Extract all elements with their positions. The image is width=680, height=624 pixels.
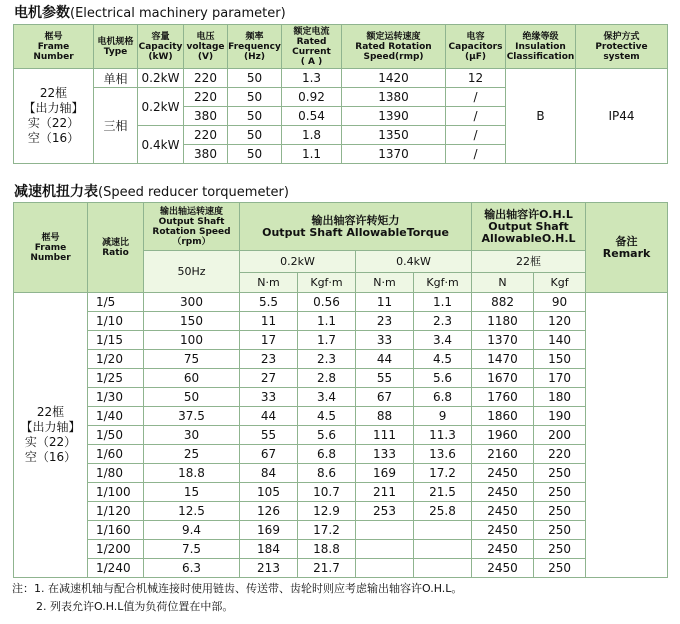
capacitor: / <box>446 107 506 126</box>
reducer-row <box>14 350 668 369</box>
reducer-row <box>14 502 668 521</box>
rated-speed: 1370 <box>342 145 446 164</box>
unit-nm-04: N·m <box>356 273 414 293</box>
torque-02-kgfm: 17.2 <box>298 521 356 540</box>
ratio: 1/20 <box>88 350 144 369</box>
electrical-header-2: 容量 Capacity (kW) <box>138 25 184 69</box>
ohl-kgf: 250 <box>534 483 586 502</box>
notes <box>12 580 462 616</box>
torque-04-kgfm: 5.6 <box>414 369 472 388</box>
rated-current: 0.54 <box>282 107 342 126</box>
voltage: 220 <box>184 126 228 145</box>
torque-04-kgfm: 17.2 <box>414 464 472 483</box>
ohl-kgf: 250 <box>534 559 586 578</box>
frequency: 50 <box>228 126 282 145</box>
reducer-row <box>14 293 668 312</box>
frame-label: 22框 【出力轴】 实（22） 空（16） <box>14 293 88 578</box>
reducer-row <box>14 521 668 540</box>
speed: 150 <box>144 312 240 331</box>
torque-02-kgfm: 5.6 <box>298 426 356 445</box>
reducer-header-ohl: 输出轴容许O.H.L Output Shaft AllowableO.H.L <box>472 203 586 251</box>
ohl-n: 2450 <box>472 483 534 502</box>
ohl-kgf: 90 <box>534 293 586 312</box>
unit-n: N <box>472 273 534 293</box>
reducer-header-row-1 <box>14 203 668 251</box>
rated-speed: 1420 <box>342 69 446 88</box>
rated-speed: 1350 <box>342 126 446 145</box>
reducer-header-speed: 输出轴运转速度 Output Shaft Rotation Speed （rpm） <box>144 203 240 251</box>
torque-02-nm: 84 <box>240 464 298 483</box>
ratio: 1/100 <box>88 483 144 502</box>
torque-04-kgfm <box>414 521 472 540</box>
reducer-header-04kw: 0.4kW <box>356 251 472 273</box>
torque-02-nm: 105 <box>240 483 298 502</box>
reducer-header-remark: 备注 Remark <box>586 203 668 293</box>
reducer-title-cn: 减速机扭力表 <box>14 184 98 200</box>
frequency: 50 <box>228 145 282 164</box>
ratio: 1/15 <box>88 331 144 350</box>
ratio: 1/80 <box>88 464 144 483</box>
ratio: 1/60 <box>88 445 144 464</box>
torque-04-nm: 133 <box>356 445 414 464</box>
speed: 30 <box>144 426 240 445</box>
torque-04-nm: 23 <box>356 312 414 331</box>
torque-02-nm: 67 <box>240 445 298 464</box>
ohl-kgf: 190 <box>534 407 586 426</box>
insulation-class: B <box>506 69 576 164</box>
voltage: 220 <box>184 88 228 107</box>
rated-speed: 1390 <box>342 107 446 126</box>
reducer-row <box>14 540 668 559</box>
speed: 12.5 <box>144 502 240 521</box>
reducer-header-50hz: 50Hz <box>144 251 240 293</box>
speed: 7.5 <box>144 540 240 559</box>
rated-speed: 1380 <box>342 88 446 107</box>
ohl-n: 2450 <box>472 559 534 578</box>
speed: 300 <box>144 293 240 312</box>
reducer-row <box>14 312 668 331</box>
capacity: 0.2kW <box>138 69 184 88</box>
torque-02-kgfm: 18.8 <box>298 540 356 559</box>
speed: 18.8 <box>144 464 240 483</box>
torque-04-nm: 33 <box>356 331 414 350</box>
torque-02-nm: 33 <box>240 388 298 407</box>
torque-04-nm: 211 <box>356 483 414 502</box>
electrical-title-en: (Electrical machinery parameter) <box>70 6 286 21</box>
capacity: 0.2kW <box>138 88 184 126</box>
ratio: 1/10 <box>88 312 144 331</box>
electrical-header-8: 绝缘等级 Insulation Classification <box>506 25 576 69</box>
torque-02-kgfm: 10.7 <box>298 483 356 502</box>
torque-02-kgfm: 2.8 <box>298 369 356 388</box>
torque-04-nm: 88 <box>356 407 414 426</box>
ohl-kgf: 170 <box>534 369 586 388</box>
reducer-row <box>14 426 668 445</box>
torque-04-nm: 44 <box>356 350 414 369</box>
frequency: 50 <box>228 69 282 88</box>
reducer-header-frame: 框号 Frame Number <box>14 203 88 293</box>
torque-04-nm: 169 <box>356 464 414 483</box>
speed: 60 <box>144 369 240 388</box>
torque-02-nm: 27 <box>240 369 298 388</box>
ratio: 1/120 <box>88 502 144 521</box>
ohl-n: 2450 <box>472 464 534 483</box>
electrical-title-cn: 电机参数 <box>14 5 70 21</box>
torque-04-kgfm: 2.3 <box>414 312 472 331</box>
electrical-header-7: 电容 Capacitors (μF) <box>446 25 506 69</box>
torque-04-kgfm: 11.3 <box>414 426 472 445</box>
speed: 37.5 <box>144 407 240 426</box>
torque-02-nm: 44 <box>240 407 298 426</box>
torque-02-kgfm: 8.6 <box>298 464 356 483</box>
torque-04-nm <box>356 540 414 559</box>
electrical-parameter-table <box>13 24 668 164</box>
note-1: 注：1. 在减速机轴与配合机械连接时使用链齿、传送带、齿轮时则应考虑输出轴容许O.H.L。 <box>12 582 463 595</box>
ohl-n: 1370 <box>472 331 534 350</box>
electrical-header-row <box>14 25 668 69</box>
rated-current: 1.3 <box>282 69 342 88</box>
ohl-n: 882 <box>472 293 534 312</box>
ohl-kgf: 140 <box>534 331 586 350</box>
speed: 50 <box>144 388 240 407</box>
torque-02-nm: 5.5 <box>240 293 298 312</box>
torque-02-nm: 11 <box>240 312 298 331</box>
torque-02-nm: 169 <box>240 521 298 540</box>
type-three: 三相 <box>94 88 138 164</box>
torque-02-nm: 55 <box>240 426 298 445</box>
rated-current: 1.8 <box>282 126 342 145</box>
ratio: 1/5 <box>88 293 144 312</box>
reducer-row <box>14 388 668 407</box>
ohl-kgf: 180 <box>534 388 586 407</box>
voltage: 220 <box>184 69 228 88</box>
speed: 15 <box>144 483 240 502</box>
protection-system: IP44 <box>576 69 668 164</box>
electrical-header-0: 框号 Frame Number <box>14 25 94 69</box>
torque-02-kgfm: 4.5 <box>298 407 356 426</box>
capacitor: / <box>446 126 506 145</box>
ratio: 1/40 <box>88 407 144 426</box>
torque-02-kgfm: 3.4 <box>298 388 356 407</box>
electrical-row <box>14 69 668 88</box>
torque-04-kgfm: 3.4 <box>414 331 472 350</box>
torque-02-nm: 17 <box>240 331 298 350</box>
ratio: 1/200 <box>88 540 144 559</box>
reducer-title-en: (Speed reducer torquemeter) <box>98 185 289 200</box>
capacitor: / <box>446 88 506 107</box>
torque-04-nm: 55 <box>356 369 414 388</box>
electrical-section-title <box>14 2 286 22</box>
torque-04-kgfm: 4.5 <box>414 350 472 369</box>
ohl-kgf: 220 <box>534 445 586 464</box>
type-single: 单相 <box>94 69 138 88</box>
torque-04-nm: 11 <box>356 293 414 312</box>
ohl-n: 2450 <box>472 540 534 559</box>
ohl-n: 1670 <box>472 369 534 388</box>
electrical-header-9: 保护方式 Protective system <box>576 25 668 69</box>
ohl-kgf: 150 <box>534 350 586 369</box>
reducer-row <box>14 464 668 483</box>
capacitor: / <box>446 145 506 164</box>
reducer-row <box>14 559 668 578</box>
reducer-header-ratio: 减速比 Ratio <box>88 203 144 293</box>
torque-02-nm: 126 <box>240 502 298 521</box>
electrical-header-4: 频率 Frequency (Hz) <box>228 25 282 69</box>
ohl-n: 1470 <box>472 350 534 369</box>
torque-02-kgfm: 12.9 <box>298 502 356 521</box>
ratio: 1/160 <box>88 521 144 540</box>
torque-02-nm: 213 <box>240 559 298 578</box>
ohl-n: 2450 <box>472 521 534 540</box>
torque-04-kgfm: 1.1 <box>414 293 472 312</box>
ratio: 1/30 <box>88 388 144 407</box>
torque-04-kgfm: 9 <box>414 407 472 426</box>
voltage: 380 <box>184 107 228 126</box>
torque-04-kgfm <box>414 540 472 559</box>
ohl-n: 2450 <box>472 502 534 521</box>
reducer-row <box>14 407 668 426</box>
torque-04-nm: 253 <box>356 502 414 521</box>
torque-02-nm: 23 <box>240 350 298 369</box>
unit-kgfm-02: Kgf·m <box>298 273 356 293</box>
ohl-kgf: 120 <box>534 312 586 331</box>
reducer-header-torque: 输出轴容许转矩力 Output Shaft AllowableTorque <box>240 203 472 251</box>
reducer-row <box>14 445 668 464</box>
unit-nm-02: N·m <box>240 273 298 293</box>
ohl-kgf: 250 <box>534 521 586 540</box>
frame-label: 22框 【出力轴】 实（22） 空（16） <box>14 69 94 164</box>
reducer-header-ohl-frame: 22框 <box>472 251 586 273</box>
torque-04-nm <box>356 559 414 578</box>
reducer-row <box>14 369 668 388</box>
note-2: 2. 列表允许O.H.L值为负荷位置在中部。 <box>36 600 234 613</box>
ohl-kgf: 250 <box>534 540 586 559</box>
rated-current: 1.1 <box>282 145 342 164</box>
speed: 9.4 <box>144 521 240 540</box>
torque-02-kgfm: 2.3 <box>298 350 356 369</box>
reducer-row <box>14 483 668 502</box>
rated-current: 0.92 <box>282 88 342 107</box>
ratio: 1/240 <box>88 559 144 578</box>
torque-04-kgfm: 21.5 <box>414 483 472 502</box>
electrical-header-1: 电机规格 Type <box>94 25 138 69</box>
frequency: 50 <box>228 88 282 107</box>
torque-04-kgfm: 13.6 <box>414 445 472 464</box>
torque-04-kgfm: 25.8 <box>414 502 472 521</box>
torque-04-kgfm <box>414 559 472 578</box>
remark-cell <box>586 293 668 578</box>
reducer-section-title <box>14 181 289 201</box>
torque-04-nm: 111 <box>356 426 414 445</box>
ohl-n: 2160 <box>472 445 534 464</box>
ohl-kgf: 250 <box>534 464 586 483</box>
speed: 100 <box>144 331 240 350</box>
capacitor: 12 <box>446 69 506 88</box>
capacity: 0.4kW <box>138 126 184 164</box>
electrical-header-3: 电压 voltage (V) <box>184 25 228 69</box>
torque-02-kgfm: 1.7 <box>298 331 356 350</box>
ohl-kgf: 250 <box>534 502 586 521</box>
torque-02-nm: 184 <box>240 540 298 559</box>
ratio: 1/25 <box>88 369 144 388</box>
ohl-n: 1760 <box>472 388 534 407</box>
torque-04-kgfm: 6.8 <box>414 388 472 407</box>
speed: 25 <box>144 445 240 464</box>
reducer-row <box>14 331 668 350</box>
frequency: 50 <box>228 107 282 126</box>
ohl-n: 1180 <box>472 312 534 331</box>
torque-02-kgfm: 1.1 <box>298 312 356 331</box>
reducer-torque-table <box>13 202 668 578</box>
torque-02-kgfm: 0.56 <box>298 293 356 312</box>
voltage: 380 <box>184 145 228 164</box>
torque-04-nm <box>356 521 414 540</box>
ohl-n: 1960 <box>472 426 534 445</box>
unit-kgf: Kgf <box>534 273 586 293</box>
torque-02-kgfm: 21.7 <box>298 559 356 578</box>
reducer-header-02kw: 0.2kW <box>240 251 356 273</box>
torque-02-kgfm: 6.8 <box>298 445 356 464</box>
ratio: 1/50 <box>88 426 144 445</box>
speed: 6.3 <box>144 559 240 578</box>
speed: 75 <box>144 350 240 369</box>
torque-04-nm: 67 <box>356 388 414 407</box>
electrical-header-6: 额定运转速度 Rated Rotation Speed(rmp) <box>342 25 446 69</box>
electrical-header-5: 额定电流 Rated Current ( A ) <box>282 25 342 69</box>
unit-kgfm-04: Kgf·m <box>414 273 472 293</box>
ohl-kgf: 200 <box>534 426 586 445</box>
ohl-n: 1860 <box>472 407 534 426</box>
